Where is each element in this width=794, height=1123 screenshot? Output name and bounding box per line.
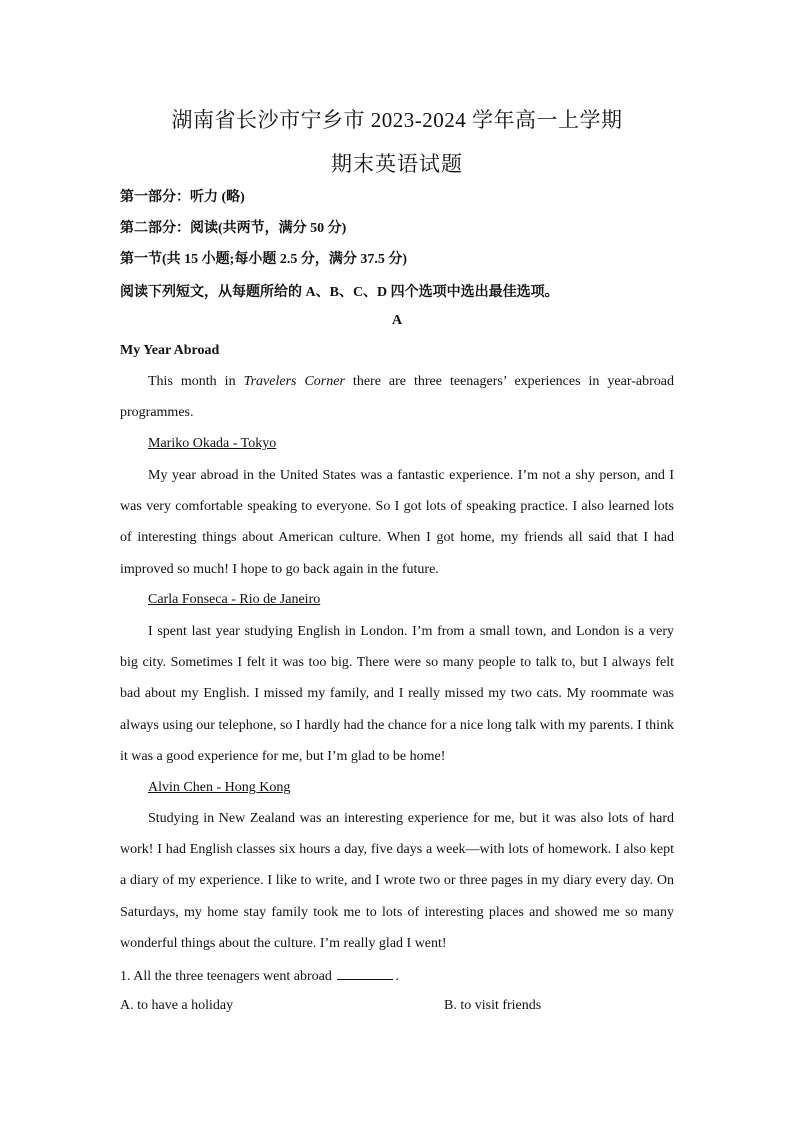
intro-text-start: This month in [148, 374, 244, 389]
column-name: Travelers Corner [243, 374, 345, 389]
exam-subtitle: 期末英语试题 [331, 152, 463, 176]
option-a: A. to have a holiday [120, 998, 234, 1013]
person-heading-alvin: Alvin Chen - Hong Kong [148, 780, 291, 795]
person-heading-mariko: Mariko Okada - Tokyo [148, 436, 277, 451]
person-text-carla: I spent last year studying English in London. I’m from a small town, and London is a very big city. Sometimes I felt it was too big. There were so many people to talk to, but I always felt bad about my English. I missed my family, and I really missed my two cats. My roommate was always using our telephone, so I hardly had the chance for a nice long talk with my parents. I think it was a good experience for me, but I’m glad to be home! [120, 624, 674, 764]
intro-text-end: there are three teenagers’ experiences in year-abroad programmes. [120, 374, 674, 421]
person-text-mariko: My year abroad in the United States was a fantastic experience. I’m not a shy person, and I was very comfortable speaking to everyone. So I got lots of speaking practice. I also learned lots of interesting things about American culture. When I got home, my friends all said that I had improved so much! I hope to go back again in the future. [120, 468, 674, 577]
answer-blank [337, 967, 393, 980]
part1-heading: 第一部分：听力 (略) [120, 190, 245, 205]
person-heading-carla: Carla Fonseca - Rio de Janeiro [148, 592, 321, 607]
exam-title: 湖南省长沙市宁乡市 2023-2024 学年高一上学期 [171, 108, 623, 132]
instruction-text: 阅读下列短文，从每题所给的 A、B、C、D 四个选项中选出最佳选项。 [120, 285, 559, 300]
passage-intro [120, 366, 674, 428]
question-1-text: 1. All the three teenagers went abroad [120, 969, 336, 984]
person-text-alvin: Studying in New Zealand was an interesting experience for me, but it was also lots of hard work! I had English classes six hours a day, five days a week—with lots of homework. I also kept a diary of my experience. I like to write, and I wrote two or three pages in my diary every day. On Saturdays, my home stay family took me to lots of interesting places and showed me so many wonderful things about the culture. I’m really glad I went! [120, 811, 674, 951]
section1-heading: 第一节(共 15 小题;每小题 2.5 分，满分 37.5 分) [120, 252, 407, 267]
part2-heading: 第二部分：阅读(共两节，满分 50 分) [120, 221, 347, 236]
passage-letter: A [391, 313, 403, 328]
question-1-stem [120, 967, 399, 985]
question-1-end: . [395, 969, 399, 984]
passage-title: My Year Abroad [120, 343, 220, 358]
option-b: B. to visit friends [444, 998, 542, 1013]
